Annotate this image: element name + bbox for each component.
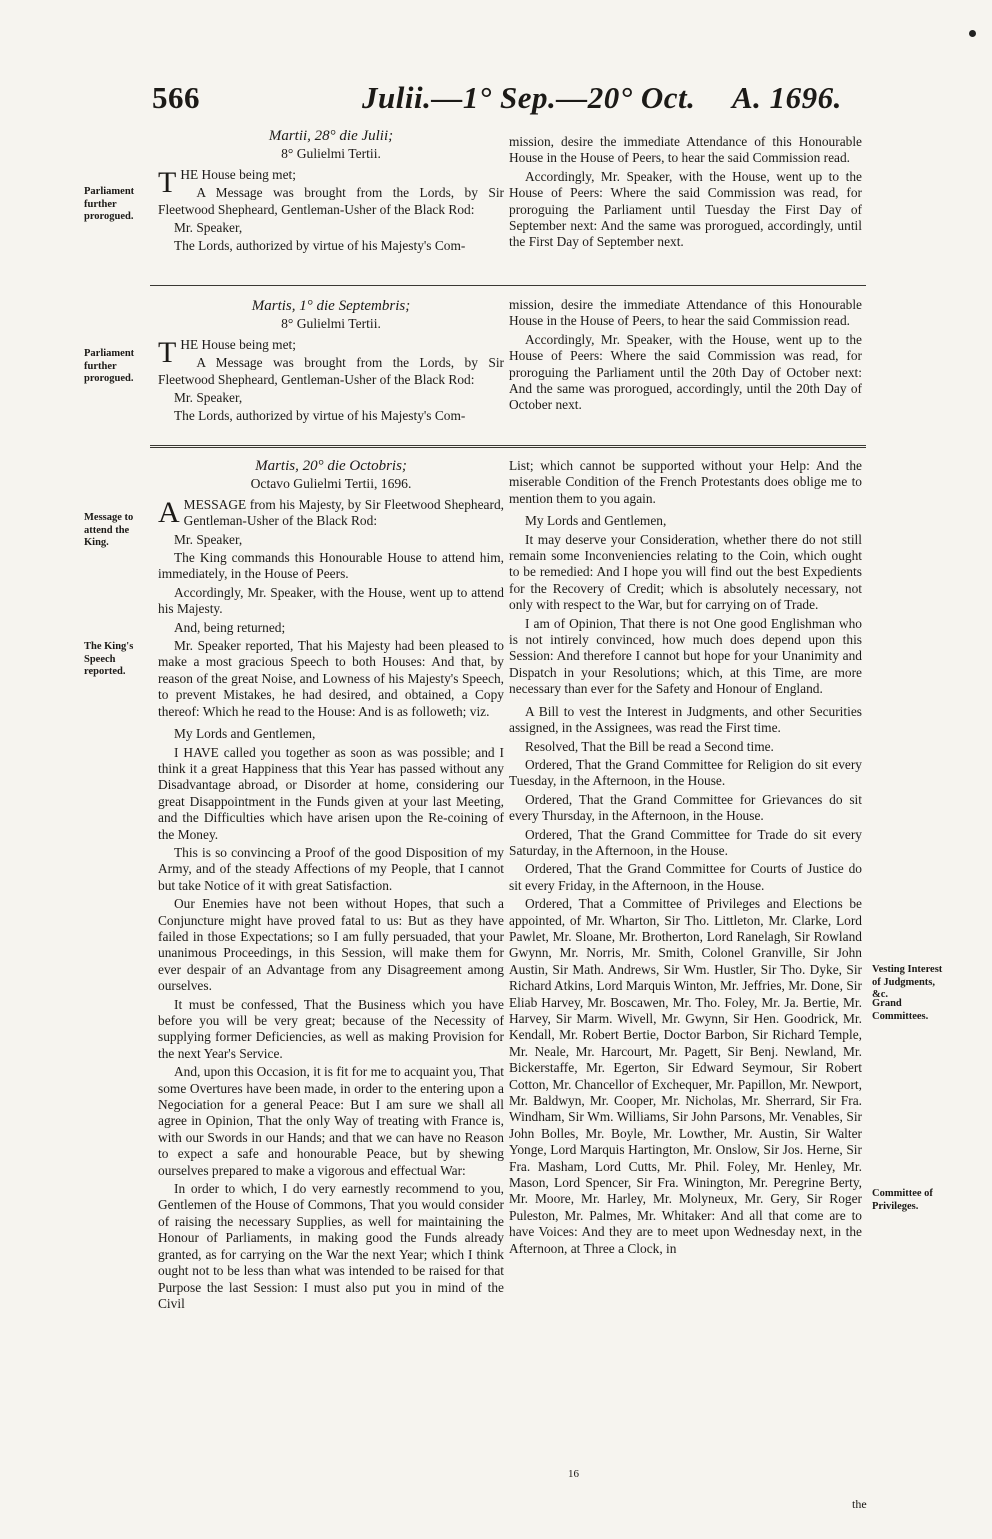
margin-note-prorogued-2: Parliament further prorogued. (84, 348, 135, 384)
section3-ordered-para: Ordered, That a Committee of Privileges and Elections be appointed, of Mr. Wharton, Sir Tho. Littleton, Mr. Clarke, Lord Pawlet, Mr. Sloane, Mr. Brotherton, Lord Ranelagh, Sir Rowland Gwynn, Mr. Norris, Mr. Smith, Colonel Granville, Sir John Austin, Sir Math. Andrews, Sir Wm. Hustler, Sir Tho. Dyke, Sir Richard Atkins, Lord Marquis Winton, Mr. Jeffries, Mr. Done, Sir Eliab Harvey, Mr. Boscawen, Mr. Tho. Foley, Mr. Ja. Bertie, Mr. Harvey, Sir Marm. Wivell, Mr. Gwynn, Sir Hen. Goodrick, Mr. Kendall, Mr. Robert Bertie, Doctor Barbon, Sir Richard Temple, Mr. Neale, Mr. Harcourt, Mr. Pagett, Sir Benj. Newland, Mr. Bickerstaffe, Mr. Egerton, Sir Edward Seymour, Sir Robert Cotton, Mr. Chancellor of Exchequer, Mr. Papillon, Mr. Newport, Mr. Baldwyn, Mr. Cooper, Mr. Nicholas, Mr. Sherrard, Sir Fra. Windham, Sir Wm. Williams, Sir John Parsons, Mr. Venables, Sir John Bolles, Mr. Boyle, Mr. Lowther, Mr. Austin, Sir Walter Yonge, Lord Marquis Hartington, Mr. Onslow, Sir Jos. Herne, Sir Fra. Masham, Lord Cutts, Mr. Phil. Foley, Mr. Henley, Mr. Mason, Lord Spencer, Sir Fra. Winington, Mr. Peregrine Berty, Mr. Moore, Mr. Harley, Mr. Molyneux, Mr. Gery, Sir Roger Puleston, Mr. Palmes, Mr. Whitaker: And all that come are to have Voices: And they are to meet upon Wednesday next, in the Afternoon, at Three a Clock, in (509, 896, 862, 1256)
section3-dateline: Martis, 20° die Octobris; (255, 458, 407, 474)
section3-speech-para: It may deserve your Consideration, whether there do not still remain some Inconveniencies relating to the Coin, which ought to be remedied: And I hope you will find out the best Expedients for the Recovery of Credit; which is absolutely necessary, not only with respect to the War, but for carrying on of Trade. (509, 531, 862, 613)
section2-left-column (158, 298, 504, 427)
section3-speech-para: List; which cannot be supported without your Help: And the miserable Condition of the French Protestants does oblige me to mention them to you again. (509, 458, 862, 506)
section2-subline: 8° Gulielmi Tertii. (281, 316, 381, 332)
drop-cap: T (158, 165, 177, 199)
margin-note-prorogued-1: Parliament further prorogued. (84, 186, 135, 222)
section3-speech-para: In order to which, I do very earnestly recommend to you, Gentlemen of the House of Commons, That you would consider of raising the necessary Supplies, as well for maintaining the Honour of Parliaments, in making good the Funds already granted, as for carrying on the War the next Year; which I think ought not to be less than what was intended to be raised for that Purpose the last Session: I must also put you in mind of the Civil (158, 1181, 504, 1311)
section3-speech-para: I am of Opinion, That there is not One good Englishman who is not intirely convinced, how much does depend upon this Session: And therefore I cannot but hope for your Unanimity and Dispatch in your Resolutions; which, at this Time, are more necessary than ever for the Safety and Honour of England. (509, 615, 862, 697)
section1-para: The Lords, authorized by virtue of his Majesty's Com- (174, 238, 466, 254)
section2-para: The Lords, authorized by virtue of his Majesty's Com- (174, 408, 466, 424)
page-number: 566 (152, 80, 200, 115)
section3-speech-para: This is so convincing a Proof of the good Disposition of my Army, and of the steady Affections of my People, that I cannot but take Notice of it with great Satisfaction. (158, 844, 504, 893)
section2-para: A Message was brought from the Lords, by Sir Fleetwood Shepheard, Gentleman-Usher of the Black Rod: (158, 355, 504, 387)
margin-note-privileges: Committee of Privileges. (872, 1188, 933, 1212)
section3-speech-para: I HAVE called you together as soon as was possible; and I think it a great Happiness that this Year has passed without any Disadvantage abroad, or Disorder at home, considering our great Disappointment in the Funds given at your last Meeting, and the Difficulties which have arisen upon the Re-coining of the Money. (158, 744, 504, 842)
section3-subline: Octavo Gulielmi Tertii, 1696. (250, 476, 412, 492)
section3-ordered-para: Ordered, That the Grand Committee for Courts of Justice do sit every Friday, in the Afternoon, in the House. (509, 861, 862, 893)
section3-para: Accordingly, Mr. Speaker, with the House, went up to attend his Majesty. (158, 584, 504, 617)
section-divider-double (150, 445, 866, 448)
margin-note-vesting: Vesting Interest of Judgments, &c. (872, 964, 943, 1000)
section2-right-column (509, 297, 862, 416)
section3-ordered-para: Ordered, That the Grand Committee for Religion do sit every Tuesday, in the Afternoon, in the House. (509, 756, 862, 789)
section2-para: mission, desire the immediate Attendance of this Honourable House in the House of Peers, to hear the said Commission read. (509, 297, 862, 329)
section3-speech-salutation: My Lords and Gentlemen, (174, 726, 316, 742)
section2-para: Mr. Speaker, (174, 390, 243, 406)
section3-bill-para: A Bill to vest the Interest in Judgments, and other Securities assigned, in the Assignees, was read the First time. (509, 703, 862, 736)
section1-left-column (158, 128, 504, 257)
section2-dateline: Martis, 1° die Septembris; (251, 298, 411, 314)
ink-spot (969, 30, 976, 37)
section3-speech-salutation: My Lords and Gentlemen, (525, 513, 667, 529)
section3-resolved-para: Resolved, That the Bill be read a Second time. (525, 738, 774, 754)
section3-para: MESSAGE from his Majesty, by Sir Fleetwood Shepheard, Gentleman-Usher of the Black Rod: (183, 496, 504, 529)
section1-para: A Message was brought from the Lords, by Sir Fleetwood Shepheard, Gentleman-Usher of the Black Rod: (158, 185, 504, 217)
section3-right-column (509, 458, 862, 1259)
section1-subline: 8° Gulielmi Tertii. (281, 146, 381, 162)
margin-note-message: Message to attend the King. (84, 512, 134, 548)
drop-cap: T (158, 335, 177, 369)
margin-note-speech: The King's Speech reported. (84, 641, 134, 677)
section1-para: Accordingly, Mr. Speaker, with the House, went up to the House of Peers: Where the said Commission was read, for proroguing the Parliament until Tuesday the First Day of September next: And the same was prorogued, accordingly, until the First Day of September next. (509, 168, 862, 250)
section3-speech-para: And, upon this Occasion, it is fit for me to acquaint you, That some Overtures have been made, in order to the entering upon a Negociation for a general Peace: But I am sure we shall all agree in Opinion, That the only Way of treating with France is, with our Swords in our Hands; and that we can have no Reason to expect a safe and honourable Peace, but by shewing ourselves prepared to make a vigorous and effectual War: (158, 1064, 504, 1178)
section3-speech-para: It must be confessed, That the Business which you have before you will be very great; because of the Necessity of supplying former Deficiencies, as well as making Provision for the next Year's Service. (158, 996, 504, 1061)
section3-ordered-para: Ordered, That the Grand Committee for Trade do sit every Saturday, in the Afternoon, in the House. (509, 826, 862, 858)
section2-para: HE House being met; (180, 336, 296, 352)
section3-left-column (158, 458, 504, 1314)
section1-para: Mr. Speaker, (174, 220, 243, 236)
section1-para: mission, desire the immediate Attendance of this Honourable House in the House of Peers, to hear the said Commission read. (509, 134, 862, 166)
section3-para: Mr. Speaker reported, That his Majesty had been pleased to make a most gracious Speech to both Houses: And that, by reason of the great Noise, and Lowness of his Majesty's Speech, to prevent Mistakes, he had desired, and obtained, a Copy thereof: Which he read to the House: And is as followeth; viz. (158, 638, 504, 719)
section3-para: Mr. Speaker, (174, 531, 243, 547)
section1-para: HE House being met; (180, 166, 296, 182)
section1-right-column (509, 134, 862, 253)
running-title: Julii.—1° Sep.—20° Oct. (362, 80, 696, 115)
section3-para: And, being returned; (174, 619, 286, 635)
signature-mark: 16 (568, 1468, 579, 1480)
section1-dateline: Martii, 28° die Julii; (268, 128, 394, 144)
section3-ordered-para: Ordered, That the Grand Committee for Grievances do sit every Thursday, in the Afternoon, in the House. (509, 791, 862, 824)
catchword: the (852, 1497, 867, 1511)
section-divider (150, 285, 866, 286)
drop-cap: A (158, 495, 180, 529)
section3-speech-para: Our Enemies have not been without Hopes, that such a Conjuncture might have proved fatal to us: But as they have failed in those Expectations; so I am fully persuaded, that your unanimous Proceedings, in this Session, will make them for ever despair of an Advantage from any Disagreement among ourselves. (158, 896, 504, 994)
section2-para: Accordingly, Mr. Speaker, with the House, went up to the House of Peers: Where the said Commission was read, for proroguing the Parliament until the 20th Day of October next: And the same was prorogued, accordingly, until the 20th Day of October next. (509, 331, 862, 413)
section3-para: The King commands this Honourable House to attend him, immediately, in the House of Peers. (158, 550, 504, 582)
running-year: A. 1696. (732, 80, 842, 115)
margin-note-grand: Grand Committees. (872, 998, 929, 1022)
